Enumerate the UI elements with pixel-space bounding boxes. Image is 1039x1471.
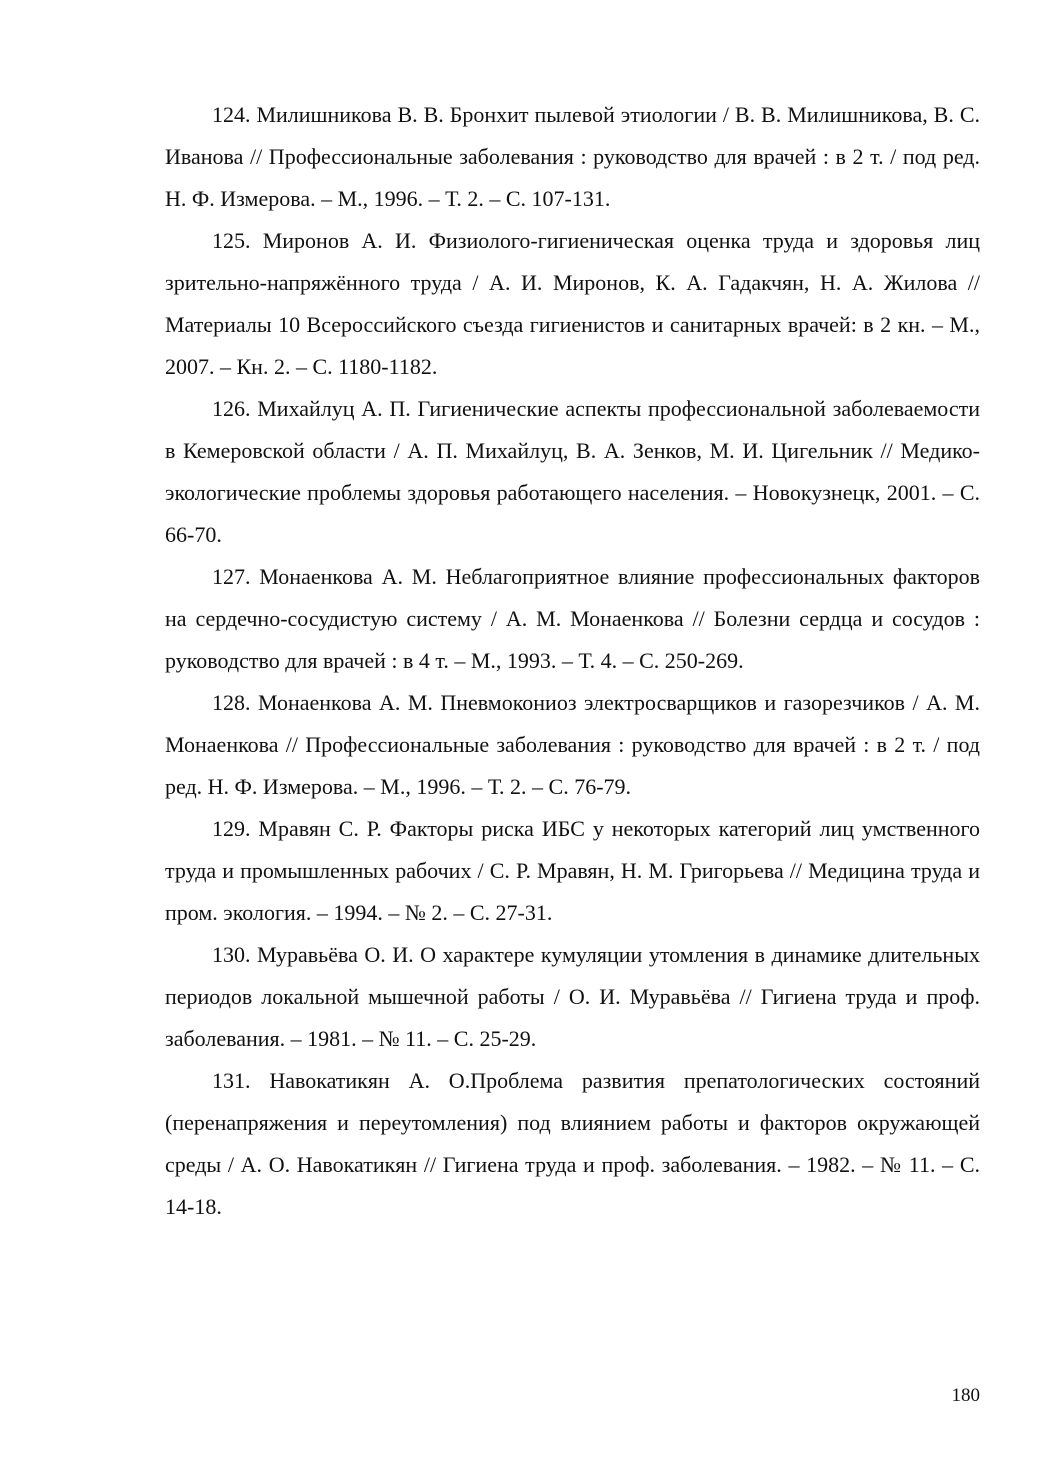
reference-entry-128: 128. Монаенкова А. М. Пневмокониоз электросварщиков и газорезчиков / А. М. Монаенкова // Профессиональные заболевания : руководство для врачей : в 2 т. / под ред. Н. Ф. Измерова. – М., 1996. – Т. 2. – С. 76-79.	[165, 690, 980, 799]
page-number: 180	[951, 1385, 980, 1406]
reference-list	[165, 94, 980, 1228]
reference-entry-129: 129. Мравян С. Р. Факторы риска ИБС у некоторых категорий лиц умственного труда и промышленных рабочих / С. Р. Мравян, Н. М. Григорьева // Медицина труда и пром. экология. – 1994. – № 2. – С. 27-31.	[165, 816, 980, 925]
reference-entry-124: 124. Милишникова В. В. Бронхит пылевой этиологии / В. В. Милишникова, В. С. Иванова // Профессиональные заболевания : руководство для врачей : в 2 т. / под ред. Н. Ф. Измерова. – М., 1996. – Т. 2. – С. 107-131.	[165, 102, 980, 211]
reference-entry-131: 131. Навокатикян А. О.Проблема развития препатологических состояний (перенапряжения и переутомления) под влиянием работы и факторов окружающей среды / А. О. Навокатикян // Гигиена труда и проф. заболевания. – 1982. – № 11. – С. 14-18.	[165, 1068, 980, 1219]
reference-entry-125: 125. Миронов А. И. Физиолого-гигиеническая оценка труда и здоровья лиц зрительно-напряжённого труда / А. И. Миронов, К. А. Гадакчян, Н. А. Жилова // Материалы 10 Всероссийского съезда гигиенистов и санитарных врачей: в 2 кн. – М., 2007. – Кн. 2. – С. 1180-1182.	[165, 228, 980, 379]
reference-entry-127: 127. Монаенкова А. М. Неблагоприятное влияние профессиональных факторов на сердечно-сосудистую систему / А. М. Монаенкова // Болезни сердца и сосудов : руководство для врачей : в 4 т. – М., 1993. – Т. 4. – С. 250-269.	[165, 564, 980, 673]
reference-entry-126: 126. Михайлуц А. П. Гигиенические аспекты профессиональной заболеваемости в Кемеровской области / А. П. Михайлуц, В. А. Зенков, М. И. Цигельник // Медико-экологические проблемы здоровья работающего населения. – Новокузнецк, 2001. – С. 66-70.	[165, 396, 980, 547]
reference-entry-130: 130. Муравьёва О. И. О характере кумуляции утомления в динамике длительных периодов локальной мышечной работы / О. И. Муравьёва // Гигиена труда и проф. заболевания. – 1981. – № 11. – С. 25-29.	[165, 942, 980, 1051]
